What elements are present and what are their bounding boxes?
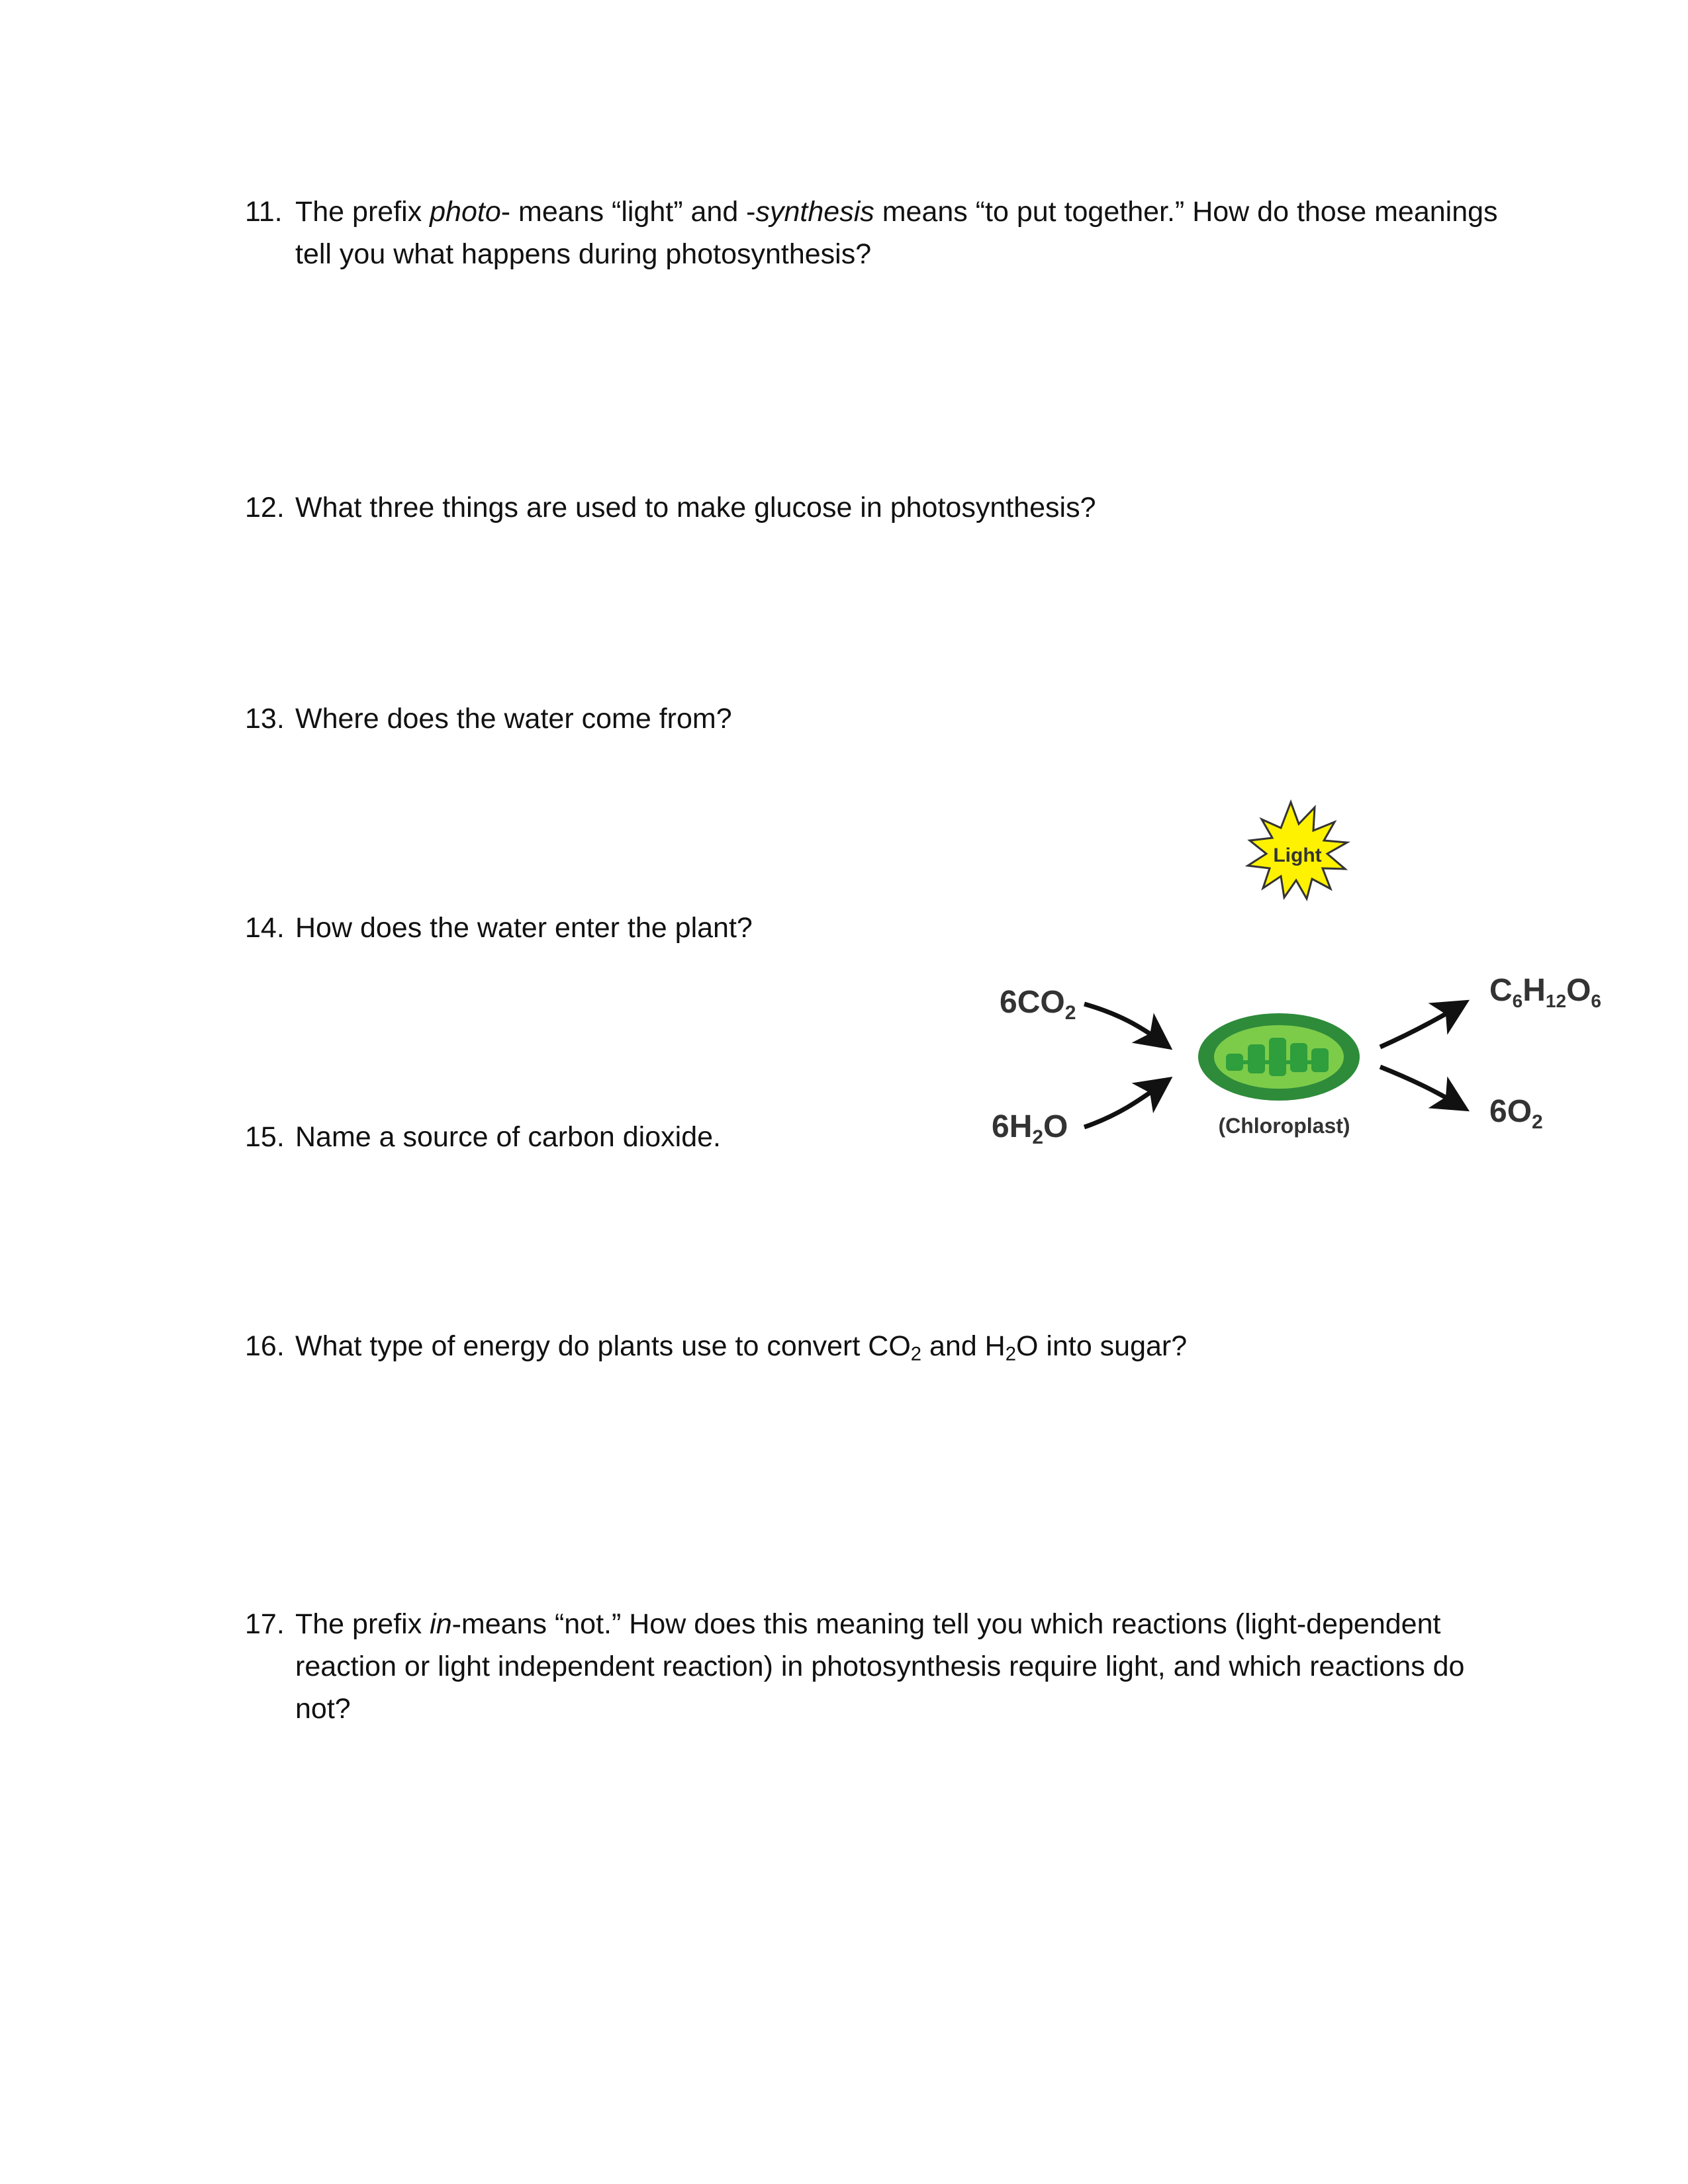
question-number: 12. — [245, 492, 285, 523]
question-number: 11. — [245, 196, 283, 228]
glucose-c-sub: 6 — [1512, 991, 1523, 1011]
question-13 — [245, 698, 1503, 740]
glucose-o: O — [1566, 973, 1591, 1008]
co2-arrow — [1084, 1004, 1165, 1044]
text-run: The prefix — [295, 196, 430, 228]
question-16 — [245, 1325, 1503, 1367]
question-number: 13. — [245, 703, 285, 735]
oxygen-label — [1489, 1094, 1543, 1133]
oxygen-arrow — [1380, 1067, 1462, 1107]
granum — [1290, 1043, 1307, 1072]
text-run: and H — [921, 1330, 1006, 1362]
question-number: 16. — [245, 1330, 285, 1362]
chloroplast-icon — [1198, 1013, 1360, 1138]
question-number: 17. — [245, 1608, 285, 1640]
glucose-h-sub: 12 — [1545, 991, 1567, 1011]
sun-icon — [1248, 802, 1347, 899]
subscript: 2 — [910, 1343, 922, 1365]
h2o-arrow — [1084, 1082, 1165, 1127]
chloroplast-label: (Chloroplast) — [1218, 1114, 1350, 1138]
italic-run: photo — [430, 196, 501, 228]
question-12 — [245, 486, 1503, 529]
text-run: What type of energy do plants use to convert CO — [295, 1330, 911, 1362]
glucose-label — [1489, 973, 1601, 1011]
text-run: -means “not.” How does this meaning tell you which reactions (light-dependent reaction or light independent reaction) in photosynthesis require light, and which reactions do not? — [295, 1608, 1465, 1725]
text-run: The prefix — [295, 1608, 430, 1640]
question-text — [295, 191, 1503, 275]
glucose-c: C — [1489, 973, 1513, 1008]
text-run: O into sugar? — [1016, 1330, 1188, 1362]
granum — [1269, 1038, 1286, 1076]
granum — [1248, 1044, 1265, 1073]
text-run: means “to put together.” How do those meanings tell you what happens during photosynthesis? — [295, 196, 1498, 270]
co2-subscript: 2 — [1064, 1002, 1076, 1024]
h2o-coef: 6H — [992, 1109, 1033, 1144]
text-run: How does the water enter the plant? — [295, 912, 753, 944]
subscript: 2 — [1005, 1343, 1017, 1365]
text-run: What three things are used to make glucose in photosynthesis? — [295, 492, 1096, 523]
co2-coef: 6CO — [1000, 985, 1065, 1020]
question-number: 15. — [245, 1121, 285, 1153]
oxygen-subscript: 2 — [1532, 1111, 1543, 1133]
text-run: Where does the water come from? — [295, 703, 732, 735]
h2o-subscript: 2 — [1032, 1126, 1044, 1148]
oxygen-coef: 6O — [1489, 1094, 1532, 1129]
glucose-o-sub: 6 — [1591, 991, 1601, 1011]
question-text — [295, 1603, 1503, 1730]
question-text — [295, 486, 1503, 529]
question-number: 14. — [245, 912, 285, 944]
h2o-label — [992, 1109, 1068, 1148]
stroma-lamella — [1235, 1060, 1324, 1064]
question-17 — [245, 1603, 1503, 1730]
italic-run: synthesis — [755, 196, 874, 228]
question-text — [295, 1325, 1503, 1367]
text-run: Name a source of carbon dioxide. — [295, 1121, 721, 1153]
light-label: Light — [1273, 844, 1322, 866]
glucose-arrow — [1380, 1005, 1462, 1047]
text-run: - means “light” and - — [500, 196, 756, 228]
photosynthesis-diagram — [966, 794, 1655, 1165]
h2o-tail: O — [1043, 1109, 1068, 1144]
co2-label — [1000, 985, 1076, 1024]
question-text — [295, 698, 1503, 740]
question-11 — [245, 191, 1503, 275]
glucose-h: H — [1523, 973, 1546, 1008]
italic-run: in — [430, 1608, 452, 1640]
